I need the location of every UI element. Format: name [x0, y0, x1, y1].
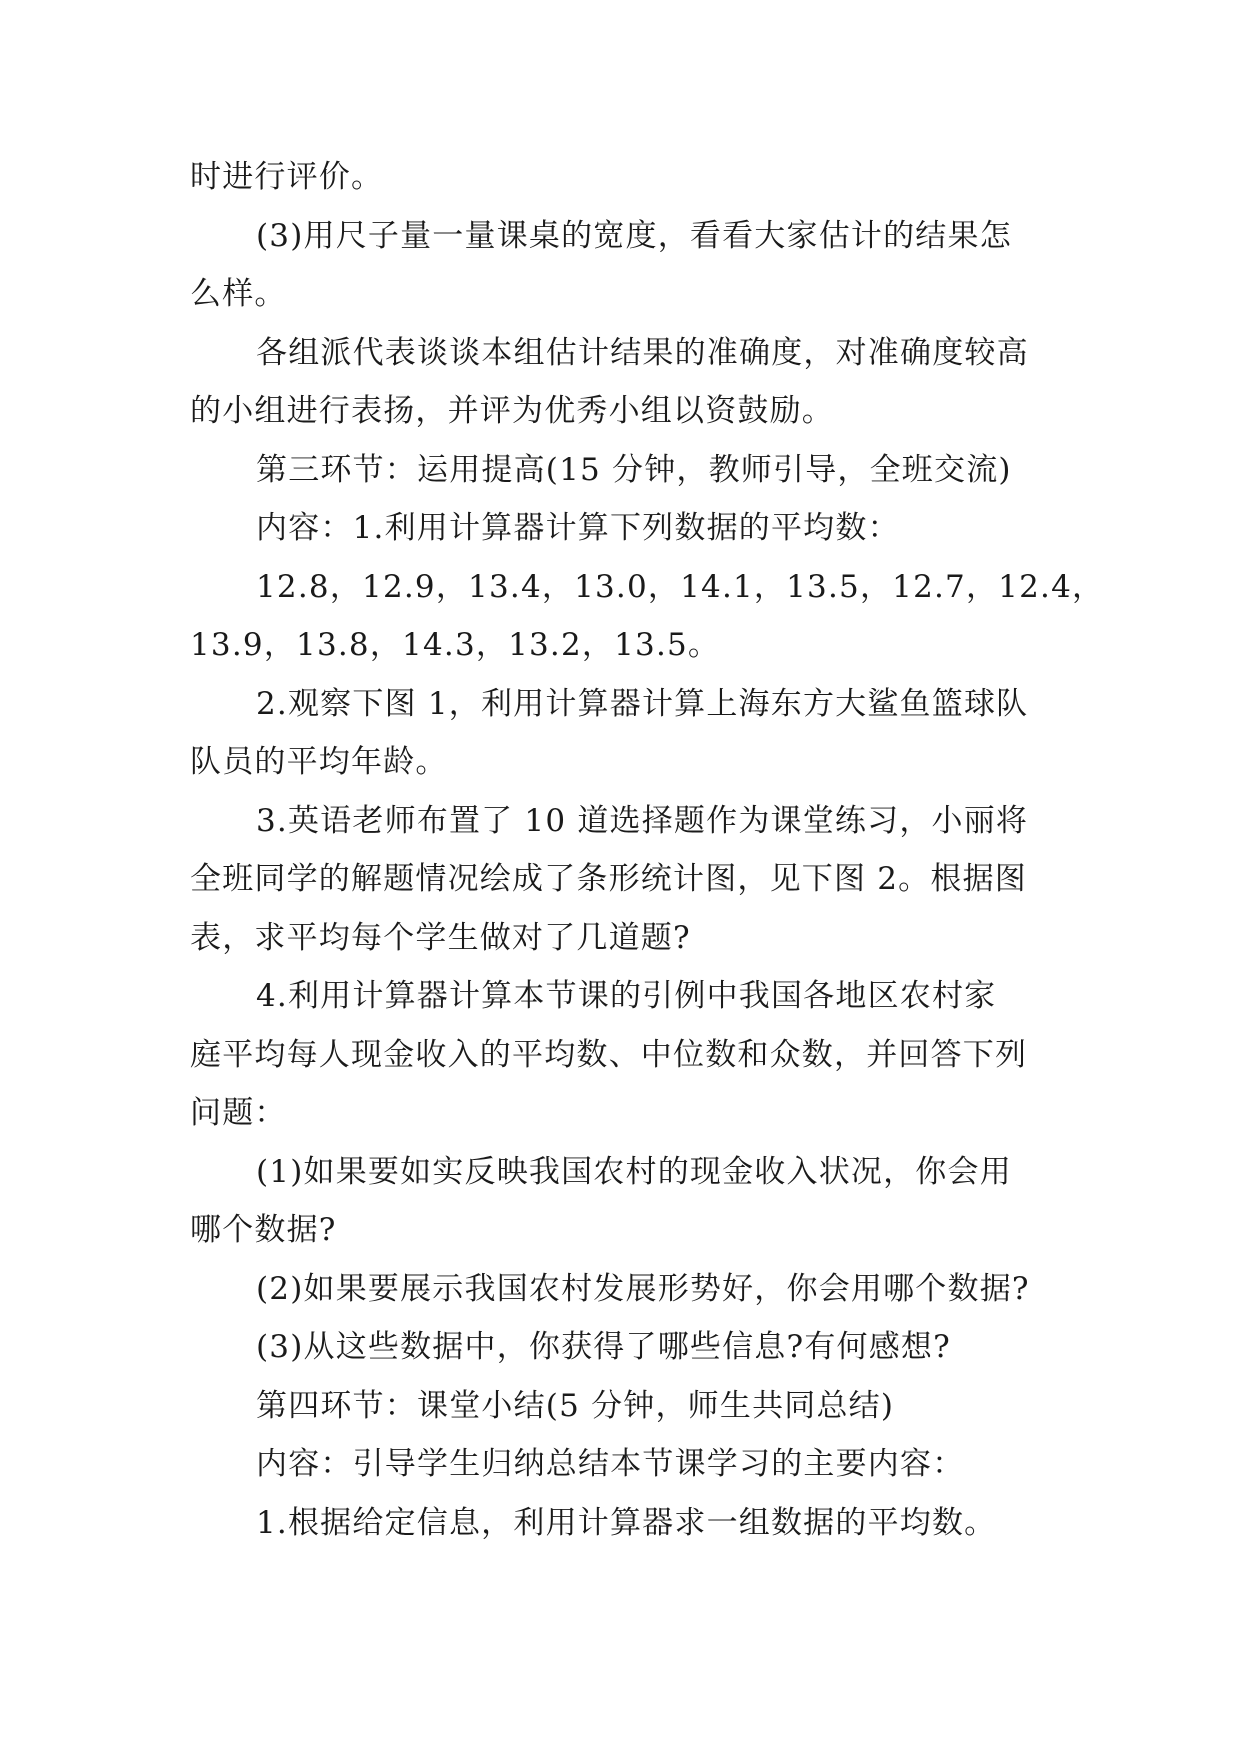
section-heading-3: 第三环节：运用提高(15 分钟，教师引导，全班交流)	[256, 451, 1012, 488]
text-line: 4.利用计算器计算本节课的引例中我国各地区农村家	[256, 978, 997, 1014]
text-line: 各组派代表谈谈本组估计结果的准确度，对准确度较高	[256, 334, 1029, 371]
data-values-line: 12.8，12.9，13.4，13.0，14.1，13.5，12.7，12.4，	[256, 568, 1105, 605]
section-heading-4: 第四环节：课堂小结(5 分钟，师生共同总结)	[256, 1387, 895, 1424]
text-line: 内容：1.利用计算器计算下列数据的平均数：	[256, 510, 900, 546]
text-line: 问题：	[190, 1095, 287, 1131]
text-line: (3)用尺子量一量课桌的宽度，看看大家估计的结果怎	[256, 217, 1012, 254]
text-line: (1)如果要如实反映我国农村的现金收入状况，你会用	[256, 1153, 1012, 1190]
text-line: 庭平均每人现金收入的平均数、中位数和众数，并回答下列	[190, 1036, 1028, 1073]
text-line: 1.根据给定信息，利用计算器求一组数据的平均数。	[256, 1504, 997, 1541]
text-line: 表，求平均每个学生做对了几道题?	[190, 919, 691, 956]
text-line: 时进行评价。	[190, 159, 384, 195]
text-line: 2.观察下图 1，利用计算器计算上海东方大鲨鱼篮球队	[256, 685, 1029, 722]
data-values-line: 13.9，13.8，14.3，13.2，13.5。	[190, 627, 721, 663]
text-line: 全班同学的解题情况绘成了条形统计图，见下图 2。根据图	[190, 861, 1027, 897]
text-line: 哪个数据?	[190, 1212, 337, 1248]
text-line: (3)从这些数据中，你获得了哪些信息?有何感想?	[256, 1329, 951, 1365]
text-line: 队员的平均年龄。	[190, 744, 448, 780]
text-line: 内容：引导学生归纳总结本节课学习的主要内容：	[256, 1446, 965, 1482]
text-line: 3.英语老师布置了 10 道选择题作为课堂练习，小丽将	[256, 802, 1029, 839]
text-line: (2)如果要展示我国农村发展形势好，你会用哪个数据?	[256, 1270, 1030, 1307]
text-line: 的小组进行表扬，并评为优秀小组以资鼓励。	[190, 393, 834, 429]
text-line: 么样。	[190, 276, 287, 312]
document-body	[190, 148, 1105, 1552]
